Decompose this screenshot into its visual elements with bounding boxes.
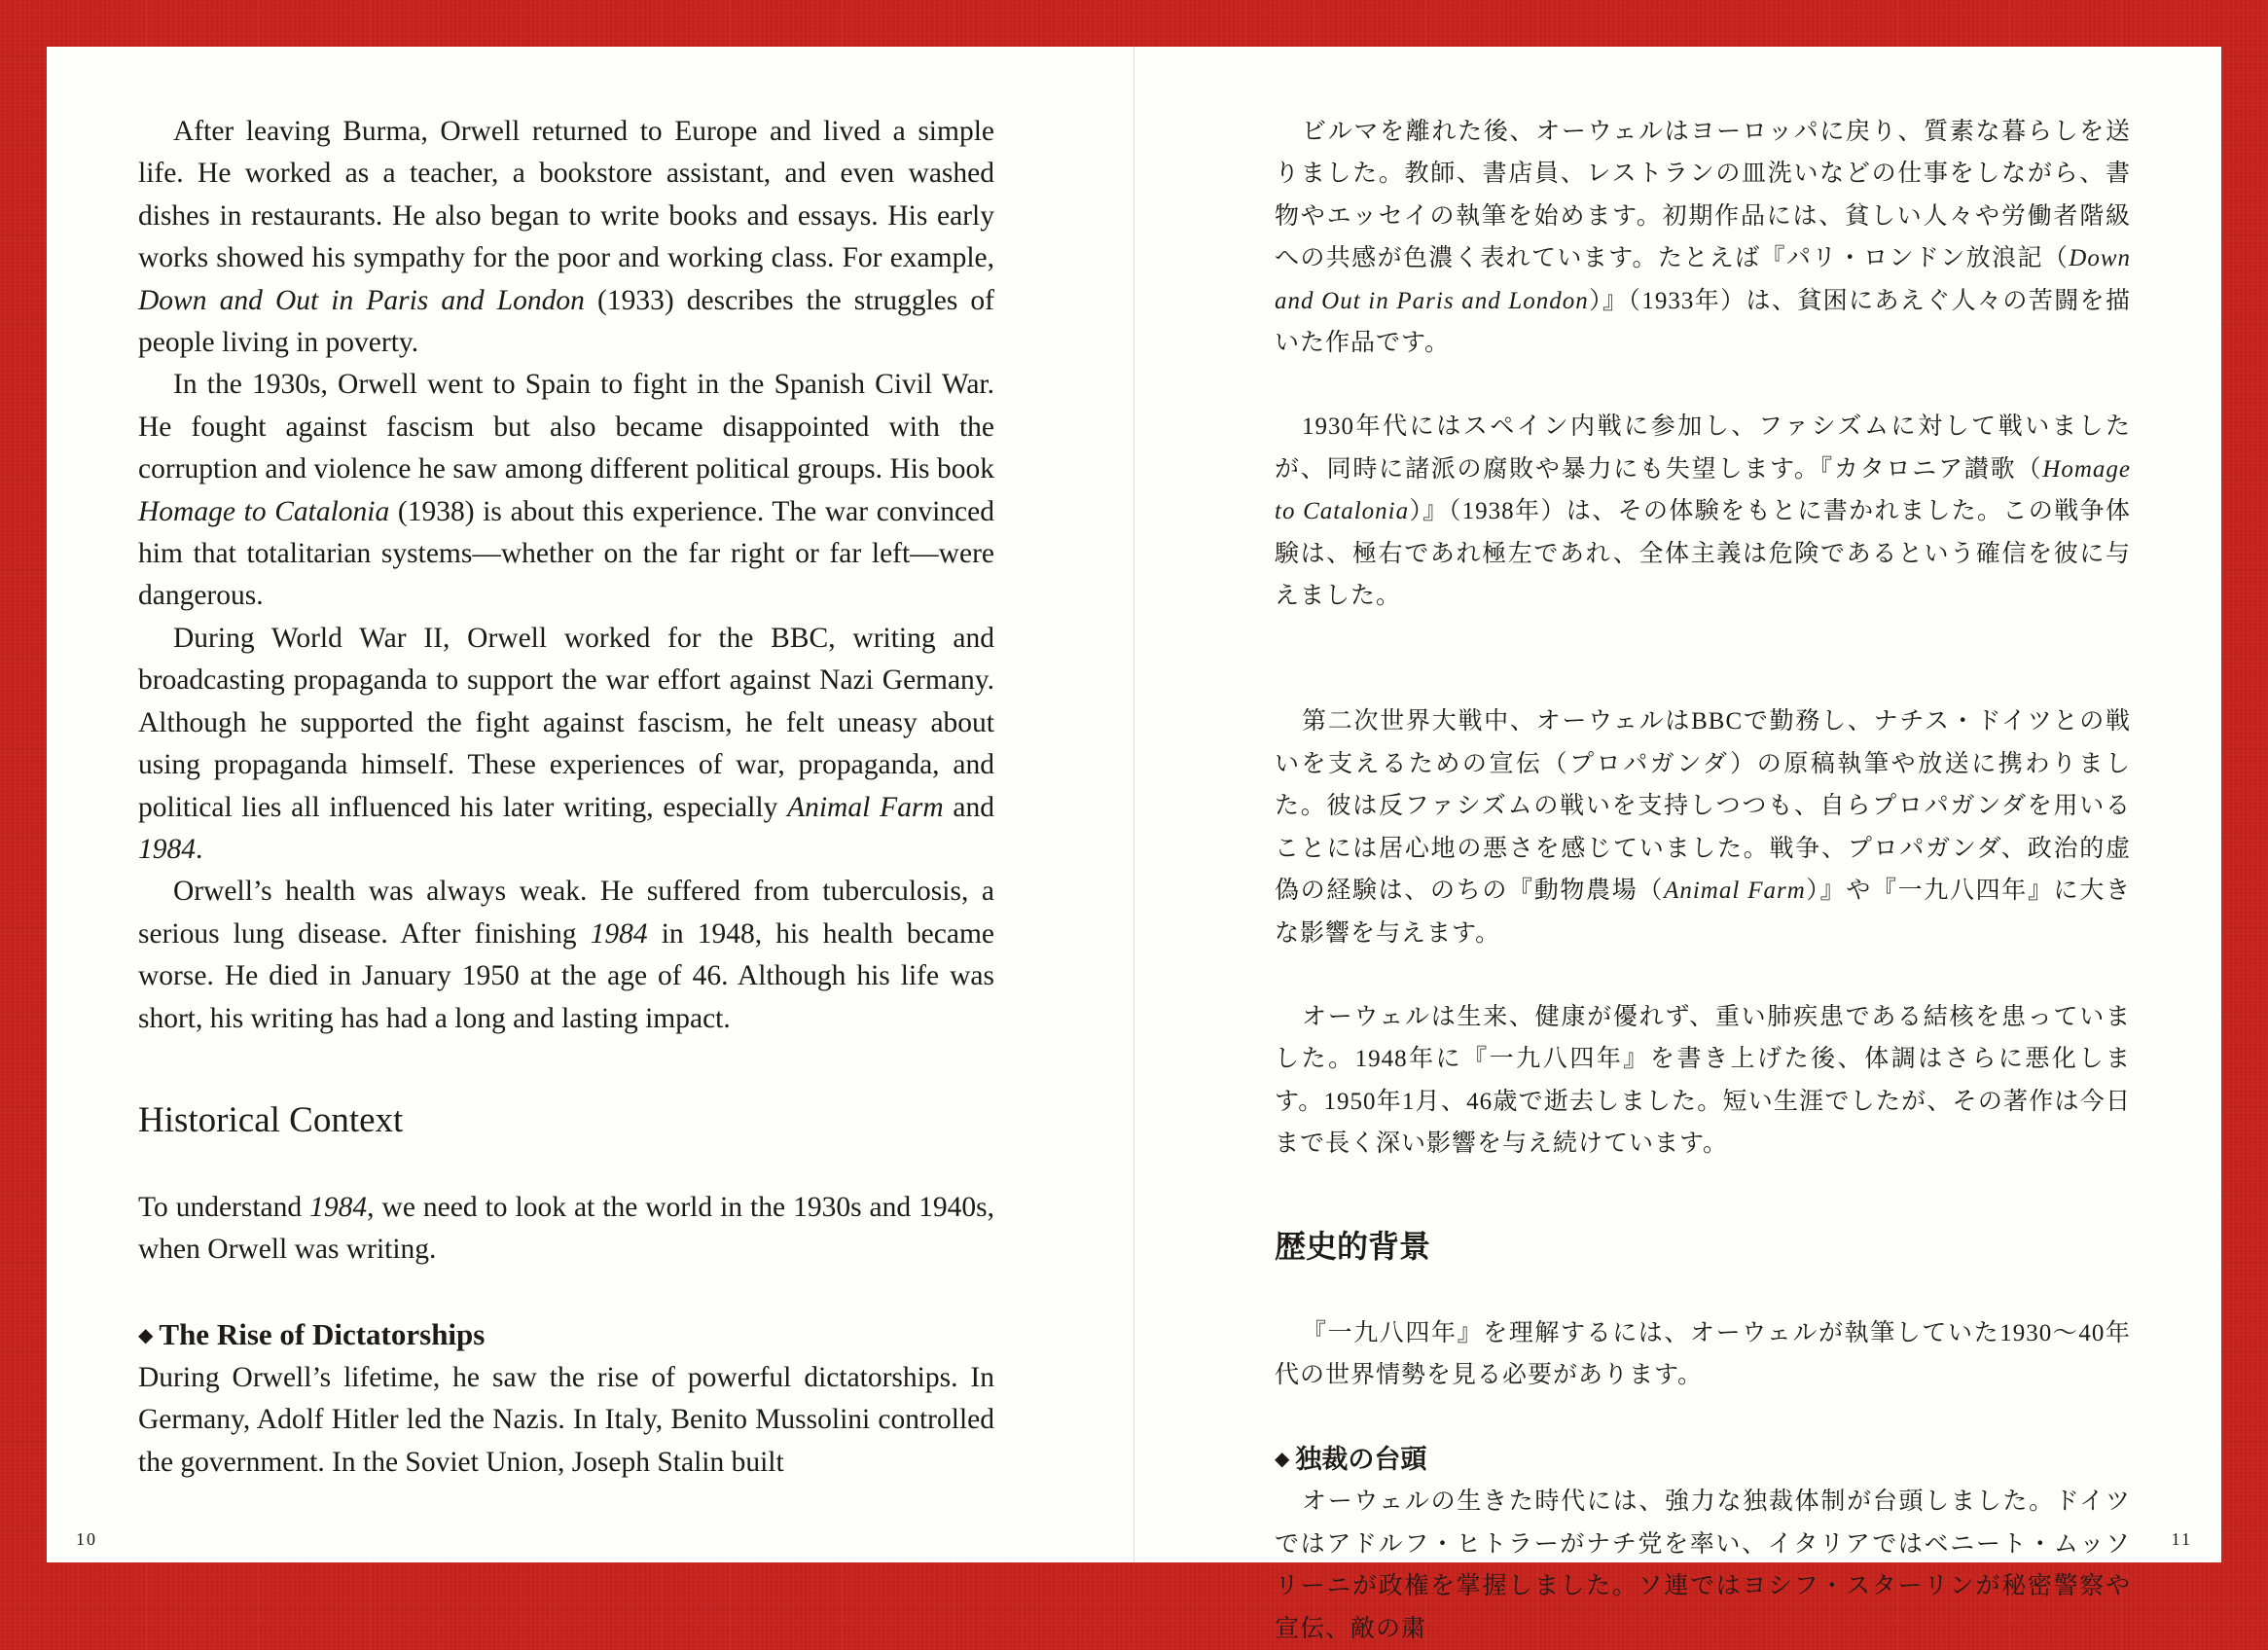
book-title: Animal Farm [787, 791, 944, 823]
paragraph [138, 364, 994, 617]
right-page [1134, 47, 2221, 1642]
book-title: 1984 [590, 917, 648, 950]
left-page [47, 47, 1134, 1562]
paragraph [1275, 406, 2131, 617]
text-run: ）』（1938年）は、その体験をもとに書かれました。この戦争体験は、極右であれ極左であれ、全体主義は危険であるという確信を彼に与えました。 [1275, 498, 2131, 610]
text-run: 第二次世界大戦中、オーウェルはBBCで勤務し、ナチス・ドイツとの戦いを支えるための宣伝（プロパガンダ）の原稿執筆や放送に携わりました。彼は反ファシズムの戦いを支持しつつも、自らプロパガンダを用いることには居心地の悪さを感じていました。戦争、プロパガンダ、政治的虚偽の経験は、のちの『動物農場（ [1275, 708, 2131, 905]
subsection-heading [138, 1313, 994, 1357]
book-title: 1984 [309, 1191, 368, 1223]
text-run: To understand [138, 1191, 310, 1223]
left-text-column [138, 111, 994, 1484]
text-run: (1933) describes the struggles of people living in poverty. [138, 284, 995, 359]
page-number: 10 [76, 1529, 97, 1549]
text-run: ）』や『一九八四年』に大きな影響を与えます。 [1275, 878, 2131, 947]
text-run: , we need to look at the world in the 1930s and 1940s, when Orwell was writing. [138, 1191, 994, 1266]
text-run: During World War II, Orwell worked for the BBC, writing and broadcasting propaganda to support the war effort against Nazi Germany. Although he supported the fight against fascism, he felt uneasy about using propaganda himself. These experiences of war, propaganda, and political lies all influenced his later writing, especially [138, 622, 994, 823]
paragraph: During Orwell’s lifetime, he saw the rise of powerful dictatorships. In Germany, Adolf Hitler led the Nazis. In Italy, Benito Mussolini controlled the government. In the Soviet Union, Joseph Stalin built [138, 1361, 994, 1478]
book-title: Down and Out in Paris and London [138, 284, 585, 316]
text-run: and [943, 791, 994, 823]
section-heading: Historical Context [138, 1099, 404, 1140]
paragraph [138, 1187, 994, 1272]
diamond-bullet-icon: ◆ [138, 1324, 154, 1346]
paragraph [1275, 700, 2131, 953]
book-title: Down and Out in Paris and London [1275, 245, 2131, 314]
subsection-heading-text: 独裁の台頭 [1295, 1445, 1427, 1475]
paragraph [138, 618, 994, 871]
book-title: Homage to Catalonia [138, 495, 390, 527]
text-run: ）』（1933年）は、貧困にあえぐ人々の苦闘を描いた作品です。 [1275, 287, 2131, 357]
diamond-bullet-icon: ◆ [1275, 1449, 1290, 1471]
paragraph [1275, 111, 2131, 364]
paragraph [138, 871, 994, 1040]
text-run: In the 1930s, Orwell went to Spain to fight in the Spanish Civil War. He fought against fascism but also became disappointed with the corruption and violence he saw among different political groups. His book [138, 369, 994, 485]
paragraph: 『一九八四年』を理解するには、オーウェルが執筆していた1930～40年代の世界情勢を見る必要があります。 [1275, 1319, 2131, 1388]
paragraph: オーウェルの生きた時代には、強力な独裁体制が台頭しました。ドイツではアドルフ・ヒトラーがナチ党を率い、イタリアではベニート・ムッソリーニが政権を掌握しました。ソ連ではヨシフ・スターリンが秘密警察や宣伝、敵の粛 [1275, 1489, 2131, 1642]
right-text-column [1275, 111, 2131, 1650]
text-run: ビルマを離れた後、オーウェルはヨーロッパに戻り、質素な暮らしを送りました。教師、書店員、レストランの皿洗いなどの仕事をしながら、書物やエッセイの執筆を始めます。初期作品には、貧しい人々や労働者階級への共感が色濃く表れています。たとえば『パリ・ロンドン放浪記（ [1275, 119, 2131, 272]
paragraph: オーウェルは生来、健康が優れず、重い肺疾患である結核を患っていました。1948年に『一九八四年』を書き上げた後、体調はさらに悪化します。1950年1月、46歳で逝去しました。短い生涯でしたが、その著作は今日まで長く深い影響を与え続けています。 [1275, 1003, 2131, 1158]
text-run: in 1948, his health became worse. He died in January 1950 at the age of 46. Although his life was short, his writing has had a long and lasting impact. [138, 917, 994, 1034]
subsection-heading-text: The Rise of Dictatorships [159, 1316, 486, 1351]
paragraph [138, 111, 994, 364]
book-title: Animal Farm [1664, 878, 1806, 905]
text-run: Orwell’s health was always weak. He suffered from tuberculosis, a serious lung disease. After finishing [138, 876, 994, 950]
text-run: (1938) is about this experience. The war convinced him that totalitarian systems—whether on the far right or far left—were dangerous. [138, 495, 994, 612]
subsection-heading [1275, 1438, 2131, 1481]
text-run: . [196, 833, 203, 865]
text-run: 1930年代にはスペイン内戦に参加し、ファシズムに対して戦いましたが、同時に諸派の腐敗や暴力にも失望します。『カタロニア讃歌（ [1275, 413, 2131, 483]
text-run: After leaving Burma, Orwell returned to Europe and lived a simple life. He worked as a teacher, a bookstore assistant, and even washed dishes in restaurants. He also began to write books and essays. His early works showed his sympathy for the poor and working class. For example, [138, 116, 994, 274]
page-number: 11 [2171, 1529, 2192, 1549]
section-heading: 歴史的背景 [1275, 1228, 1431, 1264]
book-title: Homage to Catalonia [1275, 455, 2131, 525]
book-title: 1984 [138, 833, 196, 865]
